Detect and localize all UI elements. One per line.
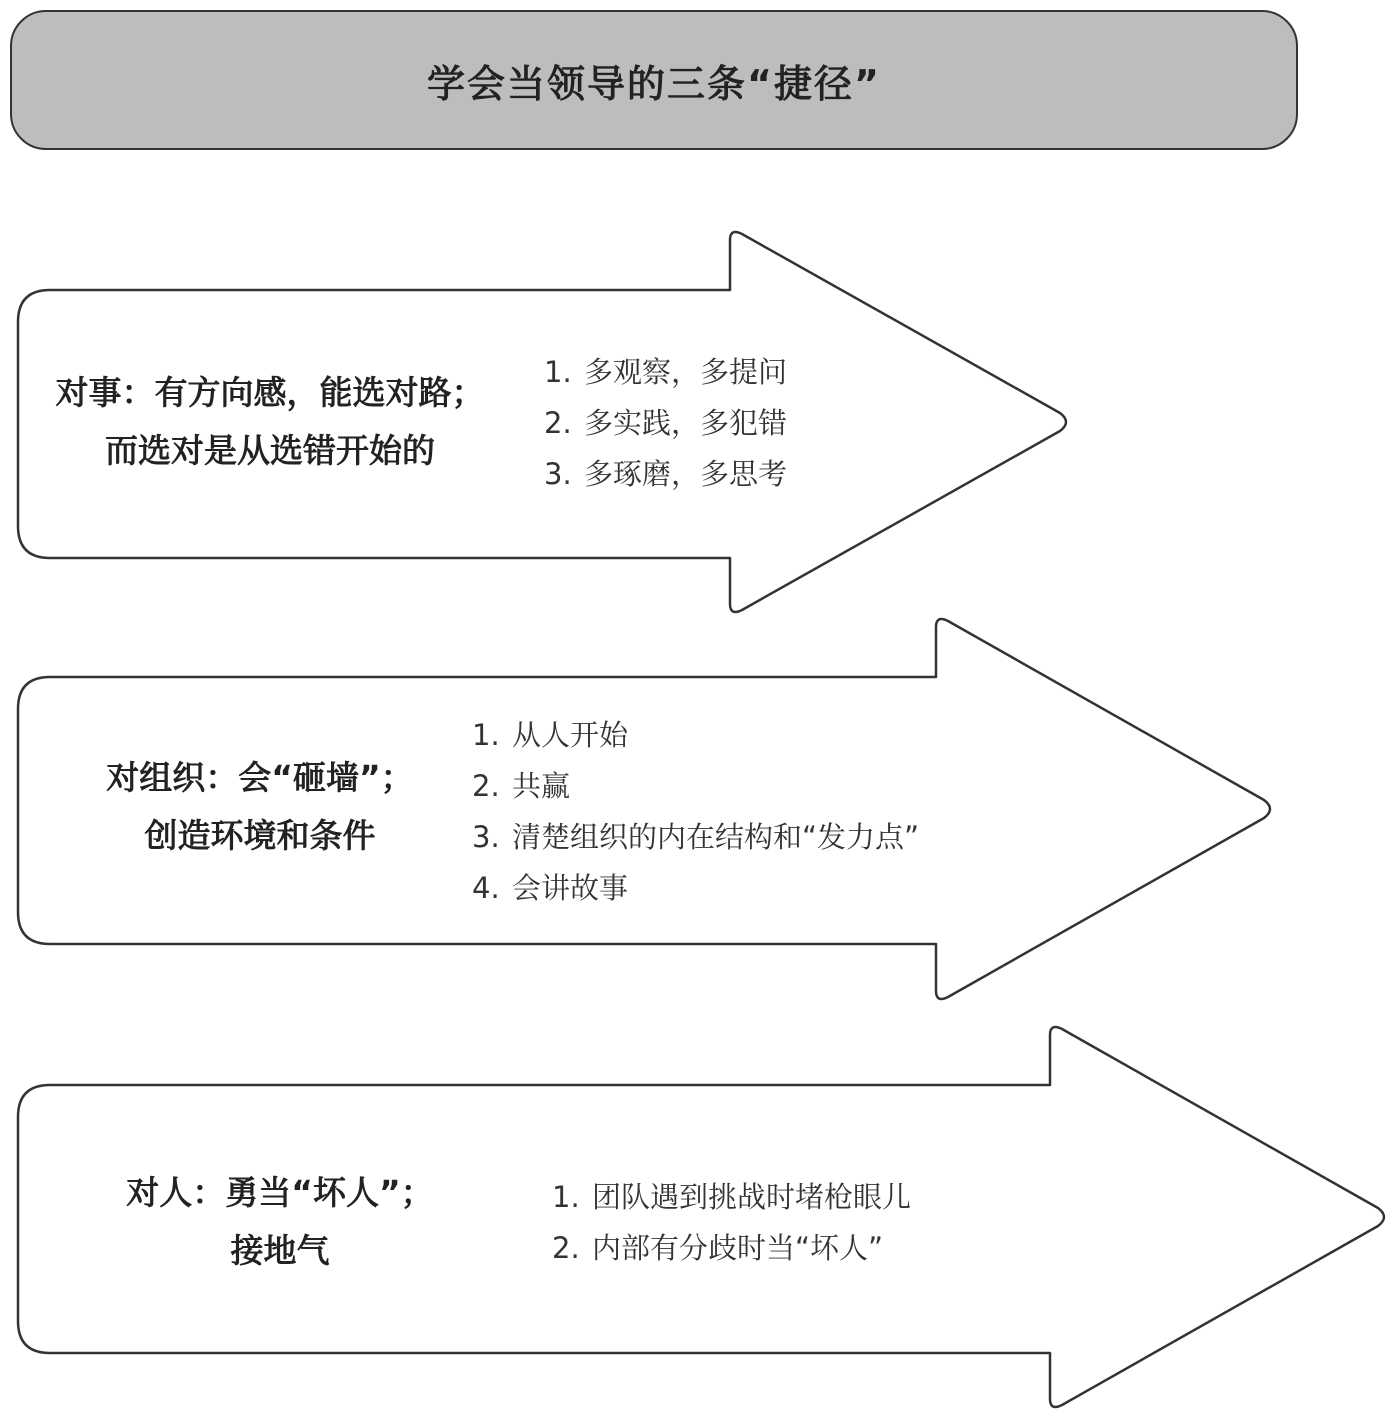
list-item: [472, 761, 919, 812]
list-item: [472, 863, 919, 914]
list-item: [544, 449, 787, 500]
topic-line: 创造环境和条件: [144, 816, 376, 855]
list-item: [544, 398, 787, 449]
item-number: 3.: [544, 457, 572, 491]
list-item: [552, 1172, 911, 1223]
topic-people: [50, 1164, 510, 1280]
diagram-title: 学会当领导的三条“捷径”: [427, 61, 881, 106]
topic-line: 对事：有方向感，能选对路；: [55, 373, 485, 412]
list-item: [472, 812, 919, 863]
item-number: 4.: [472, 871, 500, 905]
list-item: [472, 710, 919, 761]
item-number: 2.: [552, 1231, 580, 1265]
item-text: 多实践，多犯错: [584, 406, 788, 440]
item-text: 共赢: [512, 769, 571, 803]
item-text: 清楚组织的内在结构和“发力点”: [512, 820, 920, 854]
item-text: 从人开始: [512, 718, 629, 752]
item-text: 多琢磨，多思考: [584, 457, 788, 491]
list-item: [544, 347, 787, 398]
item-number: 1.: [552, 1180, 580, 1214]
item-number: 1.: [544, 355, 572, 389]
list-item: [552, 1223, 911, 1274]
item-text: 内部有分歧时当“坏人”: [592, 1231, 884, 1265]
items-list-things: [544, 347, 787, 500]
topic-things: [30, 364, 510, 480]
item-number: 3.: [472, 820, 500, 854]
item-number: 2.: [472, 769, 500, 803]
item-number: 2.: [544, 406, 572, 440]
item-text: 会讲故事: [512, 871, 629, 905]
topic-line: 对人：勇当“坏人”；: [126, 1173, 434, 1212]
topic-organization: [30, 749, 490, 865]
topic-line: 而选对是从选错开始的: [105, 431, 435, 470]
item-text: 团队遇到挑战时堵枪眼儿: [592, 1180, 912, 1214]
topic-line: 接地气: [230, 1231, 330, 1270]
item-text: 多观察，多提问: [584, 355, 788, 389]
items-list-organization: [472, 710, 919, 914]
items-list-people: [552, 1172, 911, 1274]
item-number: 1.: [472, 718, 500, 752]
topic-line: 对组织：会“砸墙”；: [106, 758, 414, 797]
